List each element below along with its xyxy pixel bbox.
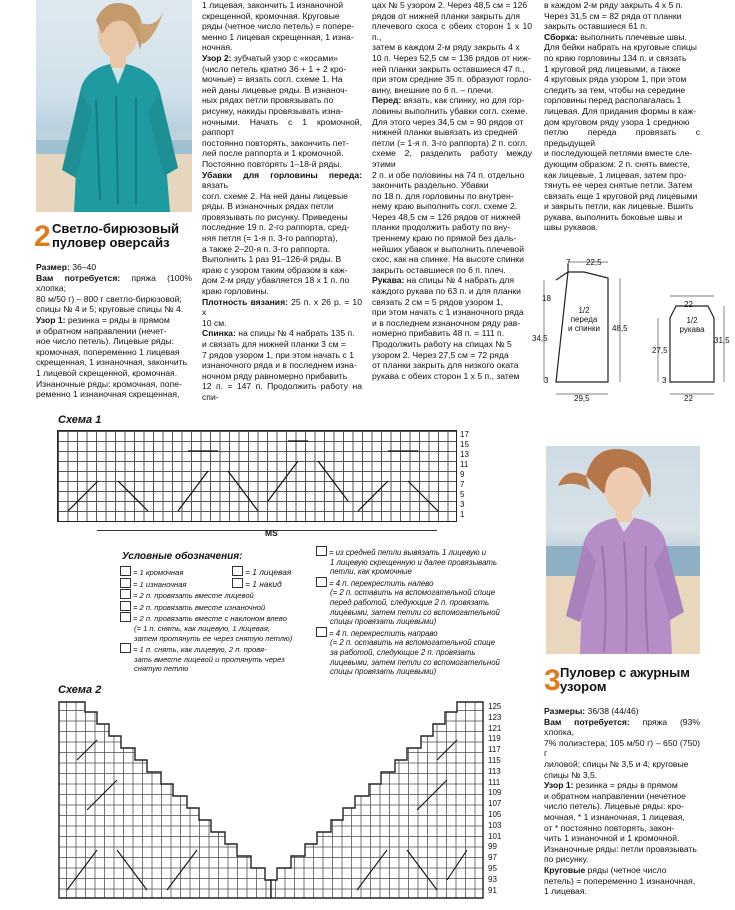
ms-label: MS xyxy=(265,528,278,538)
row-number: 97 xyxy=(488,853,497,863)
pattern3-line: 1 лицевая. xyxy=(544,886,587,897)
row-number: 123 xyxy=(488,712,502,722)
pattern-2-column-3 xyxy=(372,0,532,381)
intro-line: Изнаночные ряды: кромочная, попе- xyxy=(36,378,182,389)
sleeve-label: 1/2 рукава xyxy=(679,316,705,334)
col2-line: последние 19 п. 2-го раппорта, сред- xyxy=(202,222,350,233)
dim-sleeve-total: 31,5 xyxy=(714,336,730,345)
pattern3-line: лиловой; спицы № 3,5 и 4; круговые xyxy=(544,758,689,769)
col2-line: ночном ряду равномерно прибавить xyxy=(202,370,348,381)
dim-half-width: 29,5 xyxy=(574,394,590,403)
col4-line: Для бейки набрать на круговые спицы xyxy=(544,42,697,53)
col3-line: цах № 5 узором 2. Через 48,5 см = 126 xyxy=(372,0,528,10)
col2-line: изнаночного ряда и в последнем изна- xyxy=(202,360,357,371)
legend-item xyxy=(316,627,530,639)
legend-text: спицы провязать лицевыми) xyxy=(330,667,437,677)
legend-text: перед работой, следующие 2 п. провязать xyxy=(330,597,490,607)
legend-text: = 1 накид xyxy=(245,578,282,589)
legend-item xyxy=(232,578,312,590)
col2-line: краю с узором таким образом в каж- xyxy=(202,264,348,275)
chart-symbol-icon xyxy=(120,612,131,622)
col2-line: 10 см. xyxy=(202,317,227,328)
intro-line: ное число петель). Лицевые ряды: xyxy=(36,336,175,347)
col3-line: по 18 п. для горловины по внутрен- xyxy=(372,190,514,201)
intro-line: Узор 1: резинка = ряды в прямом xyxy=(36,314,170,325)
legend-text: = 4 п. перекрестить налево xyxy=(329,578,434,588)
chart-symbol-icon xyxy=(120,601,131,611)
col2-line: а также 2–20-я п. 3-го раппорта. xyxy=(202,243,330,254)
row-number: 111 xyxy=(488,777,501,787)
col3-line: закончить раздельно. Убавки xyxy=(372,180,489,191)
legend-item xyxy=(316,546,530,558)
scheme-1-symbols xyxy=(58,431,456,521)
chart-symbol-icon xyxy=(120,578,131,588)
col3-line: рукава с обеих сторон 1 х 5 п., затем xyxy=(372,370,520,381)
legend-middle xyxy=(232,566,312,589)
col4-line: горловины перед располагалась 1 xyxy=(544,95,682,106)
col4-line: дом круговом ряду узора 1 среднюю xyxy=(544,116,690,127)
row-number: 121 xyxy=(488,723,502,733)
col4-line: следить за тем, чтобы на середине xyxy=(544,84,686,95)
legend-text: = 1 изнаночная xyxy=(133,579,187,589)
pattern3-line: мочная, * 1 изнаночная, 1 лицевая, xyxy=(544,811,685,822)
col2-line: мочные) = вязать согл. схеме 1. На xyxy=(202,74,343,85)
col3-line: рядов от нижней планки закрыть для xyxy=(372,10,521,21)
legend-item xyxy=(316,638,530,648)
legend-item xyxy=(120,654,285,665)
col3-line: от планки закрыть для низкого оката xyxy=(372,360,519,371)
legend-text: = из средней петли вывязать 1 лицевую и xyxy=(329,548,487,557)
col2-line: согл. схеме 2. На ней даны лицевые xyxy=(202,190,348,201)
legend-text: петли, как кромочные xyxy=(330,567,412,577)
pattern-3-title-line2: узором xyxy=(560,679,607,694)
col3-line: каждого рукава по 63 п. и для планки xyxy=(372,286,521,297)
legend-text: (= 2 п. оставить на вспомогательной спице xyxy=(330,588,496,598)
col2-line: дом 2-м ряду убавляется 18 х 1 п. по xyxy=(202,275,350,286)
legend-item xyxy=(120,643,267,655)
photo-lilac-pullover xyxy=(546,446,700,654)
intro-line: ременно 1 изнаночная скрещенная, xyxy=(36,389,180,400)
legend-item xyxy=(316,658,530,668)
chart-symbol-icon xyxy=(120,566,131,576)
legend-text: снятую петлю xyxy=(134,664,189,674)
legend-text: = 1 п. снять, как лицевую, 2 п. провя- xyxy=(133,645,267,655)
col3-line: 10 п. Через 52,5 см = 136 рядов от ниж- xyxy=(372,52,531,63)
dim-shoulder: 22,5 xyxy=(586,258,602,267)
row-number: 103 xyxy=(488,820,502,830)
col4-line: 4 круговых ряда узором 1, при этом xyxy=(544,74,687,85)
legend-text: = 1 лицевая xyxy=(245,567,292,577)
legend-text: = 2 п. провязать вместе изнаночной xyxy=(133,602,266,612)
scheme-2-row-numbers xyxy=(488,702,514,896)
col2-line: ночная. xyxy=(202,42,233,53)
col2-line: 7 рядов узором 1, при этом начать с 1 xyxy=(202,349,354,360)
col3-line: ней планки закрыть оставшиеся 47 п., xyxy=(372,63,525,74)
col4-line: Через 31,5 см = 82 ряда от планки xyxy=(544,10,682,21)
col2-line: Постоянно повторять 1–18-й ряды. xyxy=(202,158,342,169)
col3-line: Через 48,5 см = 126 рядов от нижней xyxy=(372,211,521,222)
legend-text: = 2 п. провязать вместе лицевой xyxy=(133,591,254,601)
col3-line: нижней планки вывязать из средней xyxy=(372,127,518,138)
dim-body-length: 48,5 xyxy=(612,324,628,333)
pattern3-line: от * постоянно повторять, закон- xyxy=(544,822,675,833)
col3-line: связать 2 см = 5 рядов узором 1, xyxy=(372,296,504,307)
row-number: 7 xyxy=(460,480,465,489)
legend-item xyxy=(316,558,530,568)
intro-line: Вам потребуется: пряжа (100% хлопка; xyxy=(36,272,192,294)
pattern-3-number: 3 xyxy=(544,664,561,697)
row-number: 113 xyxy=(488,766,501,776)
chart-symbol-icon xyxy=(120,589,131,599)
pattern-3-title-line1: Пуловер с ажурным xyxy=(560,665,690,680)
legend-text: за работой, следующие 2 п. провязать xyxy=(330,647,476,657)
row-number: 11 xyxy=(460,460,469,469)
woman-lilac-sweater-photo xyxy=(546,446,700,654)
dim-sleeve-bottom: 22 xyxy=(684,394,693,403)
pattern-2-title-line1: Светло-бирюзовый xyxy=(52,221,180,236)
col3-line: Продолжить работу на спицах № 5 xyxy=(372,339,512,349)
col4-line: и закрыть петли, как лицевые. Вшить xyxy=(544,201,694,212)
pattern-2-intro xyxy=(36,262,192,400)
scheme-1-grid xyxy=(57,430,457,522)
row-number: 3 xyxy=(460,500,465,509)
row-number: 91 xyxy=(488,885,497,895)
row-number: 117 xyxy=(488,745,501,755)
col2-line: ночными. Начать с 1 кромочной, раппорт xyxy=(202,116,362,138)
pattern-2-column-2 xyxy=(202,0,362,403)
col3-line: нейших убавок и выполнить плечевой xyxy=(372,243,525,254)
scheme-2-title: Схема 2 xyxy=(58,684,102,696)
woman-turquoise-sweater-photo xyxy=(36,0,192,212)
col2-line: скрещенной, кромочная. Круговые xyxy=(202,10,340,21)
legend-text: = 4 п. перекрестить направо xyxy=(329,628,438,638)
col4-line: рукава, выполнить боковые швы и xyxy=(544,211,683,222)
col2-line: рисунку, накиды провязывать изна- xyxy=(202,105,344,116)
col3-line: схеме 2, разделить работу между этими xyxy=(372,148,532,169)
pattern3-line: Изнаночные ряды: петли провязывать xyxy=(544,843,697,854)
col3-line: при этом начать с 1 изнаночного ряда xyxy=(372,307,524,318)
row-number: 101 xyxy=(488,831,502,841)
row-number: 125 xyxy=(488,702,502,711)
legend-text: (= 2 п. оставить на вспомогательной спице xyxy=(330,638,496,648)
row-number: 95 xyxy=(488,863,497,873)
col2-line: Плотность вязания: 25 п. х 26 р. = 10 х xyxy=(202,296,362,318)
pattern3-line: Размеры: 36/38 (44/46) xyxy=(544,706,639,716)
pattern-2-title xyxy=(52,222,222,250)
col4-line: лицевая. Для придания формы в каж- xyxy=(544,105,696,116)
pattern3-line: Круговые ряды (четное число xyxy=(544,864,667,875)
row-number: 115 xyxy=(488,755,501,765)
col3-line: нему краю выполнить согл. схеме 2. xyxy=(372,201,518,212)
legend-item xyxy=(120,601,266,613)
col2-line: (число петель кратно 36 + 1 + 2 кро- xyxy=(202,63,347,74)
legend-item xyxy=(120,623,270,634)
col2-line: менно 1 лицевая скрещенная, 1 изна- xyxy=(202,31,354,42)
row-number: 13 xyxy=(460,450,469,459)
pattern3-line: петель) = попеременно 1 изнаночная, xyxy=(544,875,696,886)
legend-item xyxy=(316,617,530,627)
col2-line: ряды (четное число петель) = попере- xyxy=(202,21,355,32)
intro-line: спицы № 4 и 5; круговые спицы № 4. xyxy=(36,304,184,315)
legend-title: Условные обозначения: xyxy=(122,551,243,562)
front-back-label: 1/2 переда и спинки xyxy=(568,306,600,333)
col3-line: скос, как на спинке. На высоте спинки xyxy=(372,254,524,265)
scheme-1-title: Схема 1 xyxy=(58,414,102,426)
legend-item xyxy=(120,566,232,578)
chart-symbol-icon xyxy=(232,578,243,588)
dim-sleeve-top: 22 xyxy=(684,300,693,309)
col4-line: закрыть оставшиеся 61 п. xyxy=(544,21,648,32)
chart-symbol-icon xyxy=(316,627,327,637)
pattern3-line: спицы № 3,5. xyxy=(544,769,598,780)
pattern3-line: по рисунку. xyxy=(544,854,589,865)
intro-line: 1 лицевой скрещенной, кромочная. xyxy=(36,367,178,378)
legend-text: затем протянуть ее через снятую петлю) xyxy=(134,633,293,643)
col2-line: Узор 2: зубчатый узор с «косами» xyxy=(202,52,338,63)
row-number: 9 xyxy=(460,470,465,479)
col4-line: швы рукавов. xyxy=(544,222,598,233)
intro-line: Размер: 36–40 xyxy=(36,262,97,272)
photo-turquoise-pullover xyxy=(36,0,192,212)
col3-line: Рукава: на спицы № 4 набрать для xyxy=(372,275,515,286)
col3-line: номерно прибавить 48 п. = 111 п. xyxy=(372,328,505,339)
dim-lower-body: 34,5 xyxy=(532,334,548,343)
row-number: 109 xyxy=(488,788,502,798)
dim-sleeve-length: 27,5 xyxy=(652,346,668,355)
col2-line: няя петля (= 1-я п. 3-го раппорта), xyxy=(202,233,338,244)
col4-line: связать еще 1 круговой ряд лицевыми xyxy=(544,190,698,201)
chart-symbol-icon xyxy=(316,577,327,587)
col4-line: по краю горловины 134 п. и связать xyxy=(544,52,687,63)
legend-text: = 1 кромочная xyxy=(133,568,184,577)
intro-line: скрещенная, 1 изнаночная, закончить xyxy=(36,357,188,368)
legend-item xyxy=(316,588,530,598)
col3-line: узором 2. Через 27,5 см = 72 ряда xyxy=(372,349,509,360)
dim-neck-depth: 7 xyxy=(566,258,571,267)
row-number: 15 xyxy=(460,440,469,449)
row-number: 99 xyxy=(488,842,497,852)
col2-line: ных рядах петли провязывать по xyxy=(202,95,334,106)
chart-symbol-icon xyxy=(232,566,243,576)
legend-item xyxy=(316,598,530,608)
col3-line: закрыть оставшиеся по 6 п. плеч. xyxy=(372,264,506,275)
col3-line: Перед: вязать, как спинку, но для гор- xyxy=(372,95,525,106)
legend-item xyxy=(120,633,293,644)
col3-line: при этом средние 35 п. образуют горло- xyxy=(372,74,532,85)
col2-line: лей после раппорта и 1 кромочной. xyxy=(202,148,344,159)
legend-item xyxy=(316,577,530,589)
legend-text: спицы провязать лицевыми) xyxy=(330,617,437,627)
pattern-3-text xyxy=(544,706,700,897)
legend-item xyxy=(120,578,232,590)
legend-text: = 2 п. провязать вместе с наклоном влево xyxy=(133,614,287,624)
col4-line: тянуть ее через снятые петли. Затем xyxy=(544,180,693,191)
pattern3-line: и обратном направлении (нечетное xyxy=(544,790,686,801)
col2-line: 12 п. = 147 п. Продолжить работу на спи- xyxy=(202,381,362,402)
legend-text: (= 1 п. снять, как лицевую, 1 лицевая, xyxy=(134,623,270,633)
col3-line: вину, внешние по 6 п. – плечи. xyxy=(372,84,494,95)
col3-line: плечевого скоса с обеих сторон 1 х 10 п., xyxy=(372,21,532,42)
pattern-3-title xyxy=(560,666,720,694)
row-number: 17 xyxy=(460,430,469,439)
row-number: 105 xyxy=(488,809,502,819)
row-number: 1 xyxy=(460,510,465,519)
scheme-2-chart xyxy=(57,700,485,900)
legend-text: лицевыми, затем петли со вспомогательной xyxy=(330,657,500,667)
col2-line: и связать для нижней планки 3 см = xyxy=(202,339,346,349)
col3-line: затем в каждом 2-м ряду закрыть 4 х xyxy=(372,42,520,53)
scheme-1-row-numbers xyxy=(460,430,480,520)
row-number: 5 xyxy=(460,490,465,499)
col3-line: Для этого через 34,5 см = 90 рядов от xyxy=(372,116,524,127)
legend-text: зать вместе лицевой и протянуть через xyxy=(134,654,285,664)
legend-item xyxy=(316,567,530,577)
col2-line: Спинка: на спицы № 4 набрать 135 п. xyxy=(202,328,355,339)
legend-right xyxy=(316,546,530,677)
intro-line: 80 м/50 г) – 800 г светло-бирюзовой; xyxy=(36,293,182,304)
dim-cuff: 3 xyxy=(662,376,667,385)
pattern-2-title-line2: пуловер оверсайз xyxy=(52,235,170,250)
col2-line: провязывать по рисунку. Приведены xyxy=(202,211,348,222)
col3-line: треннему краю по прямой без даль- xyxy=(372,233,517,244)
chart-symbol-icon xyxy=(316,546,327,556)
col4-line: дующим образом: 2 п. снять вместе, xyxy=(544,158,690,169)
row-number: 93 xyxy=(488,874,497,884)
col2-line: ряды. В изнаночных рядах петли xyxy=(202,201,334,212)
legend-item xyxy=(120,664,232,674)
dim-hem: 3 xyxy=(544,376,549,385)
row-number: 119 xyxy=(488,734,501,744)
col4-line: Сборка: выполнить плечевые швы. xyxy=(544,31,687,42)
col3-line: ловины выполнить убавки согл. схеме. xyxy=(372,105,528,116)
legend-item xyxy=(316,648,530,658)
row-number: 107 xyxy=(488,799,502,809)
legend-item xyxy=(316,667,530,677)
col4-line: 1 круговой ряд лицевыми, а также xyxy=(544,63,681,74)
legend-item xyxy=(232,566,312,578)
col3-line: и в последнем изнаночном ряду рав- xyxy=(372,317,521,328)
col3-line: 2 п. и обе половины на 74 п. отдельно xyxy=(372,169,525,180)
col4-line: в каждом 2-м ряду закрыть 4 х 5 п. xyxy=(544,0,683,10)
pattern-2-number: 2 xyxy=(34,220,51,253)
col2-line: ней даны лицевые ряды. В изнаноч- xyxy=(202,84,348,95)
col4-line: и последующей петлями вместе сле- xyxy=(544,148,693,159)
col2-line: Выполнить 1 раз 91–126-й ряды. В xyxy=(202,254,342,265)
chart-symbol-icon xyxy=(120,643,131,653)
col4-line: как лицевые, 1 лицевая, затем про- xyxy=(544,169,687,180)
pattern3-line: Узор 1: резинка = ряды в прямом xyxy=(544,780,678,791)
pattern-2-column-4 xyxy=(544,0,700,233)
legend-item xyxy=(120,589,254,601)
col2-line: краю горловины. xyxy=(202,286,269,297)
legend-text: лицевыми, затем петли со вспомогательной xyxy=(330,607,500,617)
pattern3-line: 7% полиэстера; 105 м/50 г) – 650 (750) г xyxy=(544,737,700,759)
legend-item xyxy=(316,608,530,618)
intro-line: и обратном направлении (нечет- xyxy=(36,325,167,336)
col3-line: планки продолжить работу по вну- xyxy=(372,222,511,233)
col2-line: постоянно повторять, закончить пет- xyxy=(202,137,349,148)
pattern3-line: чить 1 изнаночной и 1 кромочной. xyxy=(544,833,680,844)
pattern3-line: число петель). Лицевые ряды: кро- xyxy=(544,801,684,812)
scheme-1-repeat xyxy=(57,524,457,538)
col2-line: 1 лицевая, закончить 1 изнаночной xyxy=(202,0,344,10)
col2-line: Убавки для горловины переда: вязать xyxy=(202,169,362,191)
legend-text: 1 лицевую скрещенную и далее провязывать xyxy=(330,557,498,567)
intro-line: кромочная, попеременно 1 лицевая xyxy=(36,346,180,357)
legend-item xyxy=(120,612,287,624)
pattern3-line: Вам потребуется: пряжа (93% хлопка, xyxy=(544,716,700,738)
dim-armhole: 18 xyxy=(542,294,551,303)
col4-line: петлю переда провязать с предыдущей xyxy=(544,127,700,148)
col3-line: петли (= 1-я п. 3-го раппорта) 2 п. согл. xyxy=(372,137,528,148)
size-diagram xyxy=(532,258,730,408)
scheme-2-grid xyxy=(57,700,485,900)
